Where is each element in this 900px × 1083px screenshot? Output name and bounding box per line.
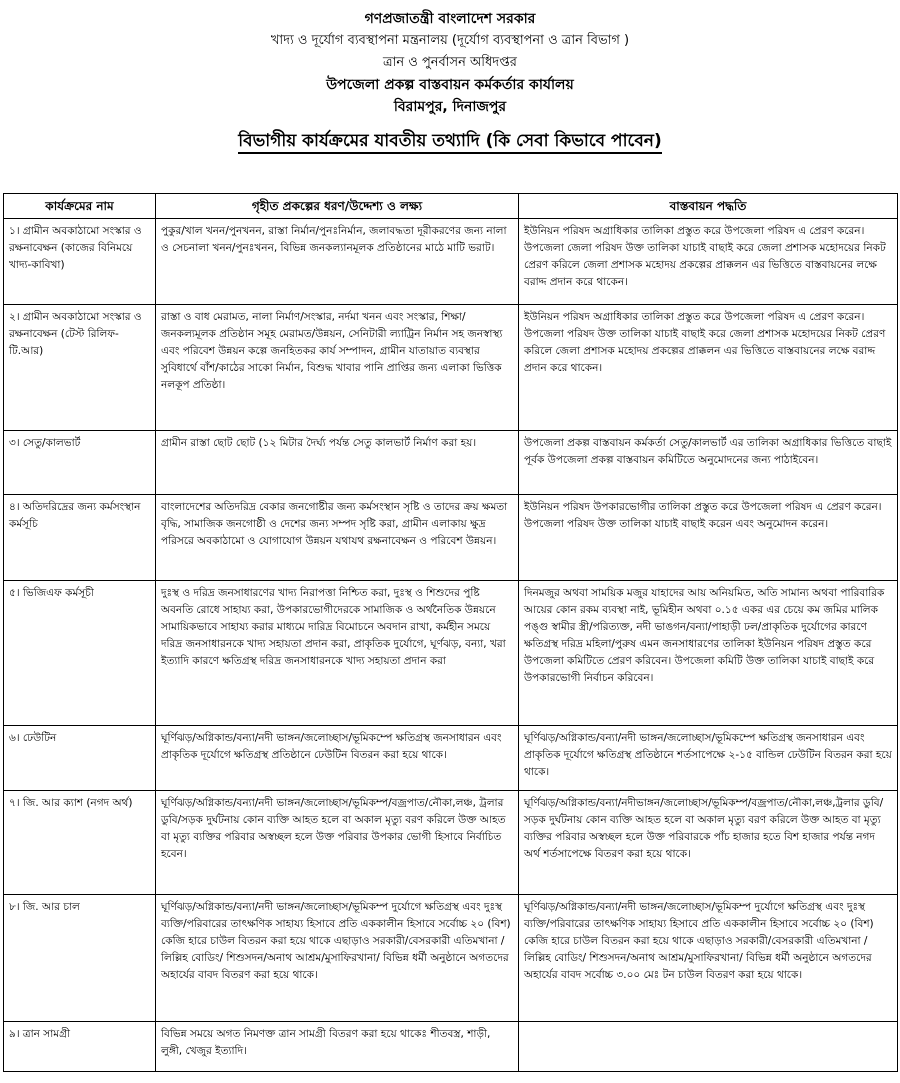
program-name-cell: ৪। অতিদরিদ্রের জন্য কর্মসংস্থান কর্মসূচি xyxy=(4,495,156,581)
column-header-method: বাস্তবায়ন পদ্ধতি xyxy=(519,194,898,219)
table-row xyxy=(4,305,898,431)
table-row xyxy=(4,431,898,495)
program-method-cell: ঘূর্ণিঝড়/অগ্নিকান্ড/বন্যা/নদী ভাঙ্গন/জলোচ্ছাস/ভূমিকম্প দুর্যোগে ক্ষতিগ্রস্থ এবং দুঃস্থ ব্যক্তি/পরিবারের তাৎক্ষণিক সাহায্য হিসাবে প্রতি এককালীন হিসাবে সর্বোচ্চ ২০ (বিশ) কেজি হারে চাউল বিতরন করা হয়ে থাকে এছাড়াও সরকারী/বেসরকারী এতিমখানা /লিল্লিহ বোডিং/ শিশুসদন/অনাথ আশ্রম/মুসাফিরখানা/ বিভিন্ন ধর্মী অনুষ্ঠানে অগতদের অহার্যের বাবদ সর্বোচ্চ ৩.০০ মেঃ টন চাউল বিতরণ করা হয়ে থাকে। xyxy=(519,895,898,1022)
table-row xyxy=(4,895,898,1022)
program-purpose-cell: ঘূর্ণিঝড়/অগ্নিকান্ড/বন্যা/নদী ভাঙ্গন/জলোচ্ছাস/ভূমিকম্প দুর্যোগে ক্ষতিগ্রস্থ এবং দুঃস্থ ব্যক্তি/পরিবারের তাৎক্ষণিক সাহায্য হিসাবে প্রতি এককালীন হিসাবে সর্বোচ্চ ২০ (বিশ) কেজি হারে চাউল বিতরন করা হয়ে থাকে এছাড়াও সরকারী/বেসরকারী এতিমখানা /লিল্লিহ বোডিং/ শিশুসদন/অনাথ আশ্রম/মুসাফিরখানা/ বিভিন্ন ধর্মী অনুষ্ঠানে অগতদের অহার্যের বাবদ বিতরণ করা হয়ে থাকে। xyxy=(156,895,519,1022)
office-location: বিরামপুর, দিনাজপুর xyxy=(393,99,507,115)
program-purpose-cell: বিভিন্ন সময়ে অগত নিমণক্ত ত্রান সামগ্রী বিতরণ করা হয়ে থাকেঃ শীতবস্ত্র, শাড়ী, লুঙ্গী, খেজুর ইত্যাদি। xyxy=(156,1022,519,1072)
document-title-wrap xyxy=(0,128,900,160)
table-row xyxy=(4,726,898,791)
column-header-name: কার্যক্রমের নাম xyxy=(4,194,156,219)
table-row xyxy=(4,1022,898,1072)
program-method-cell: ঘূর্ণিঝড়/অগ্নিকান্ড/বন্যা/নদীভাঙ্গন/জলোচ্ছাস/ভূমিকম্প/বজ্রপাত/নৌকা,লঞ্চ,ট্রলার ডুবি/সড়ক দুর্ঘটনায় কোন ব্যক্তি আহত হলে বা অকাল মৃত্যু বরণ করিলে উক্ত আহত বা মৃত্যু ব্যক্তির পরিবার অস্বচ্ছল হলে উক্ত পরিবারকে পাঁচ হাজার হতে বিশ হাজার পর্যন্ত নগদ অর্থ শর্তসাপেক্ষে বিতরণ করা হয়ে থাকে। xyxy=(519,791,898,895)
program-purpose-cell: দুঃস্থ ও দরিদ্র জনসাধারণের খাদ্য নিরাপত্তা নিশ্চিত করা, দুঃস্থ ও শিশুদের পুষ্টি অবনতি রোধে সাহায্য করা, উপকারভোগীদেরকে সামাজিক ও অর্থনৈতিক উন্নয়নে সামায়িকভাবে সাহায্য করার মাধ্যমে দারিদ্র বিমোচনে অবদান রাখা, কর্মহীন সময়ে দরিদ্র জনসাধারনকে খাদ্য সহায়তা প্রদান করা, প্রাকৃতিক দুর্যোগে, ঘূর্ণঝড়, বন্যা, খরা ইত্যাদি কারণে ক্ষতিগ্রস্থ দরিদ্র জনসাধারনকে খাদ্য সহায়তা প্রদান করা xyxy=(156,581,519,726)
program-name-cell: ৯। ত্রান সামগ্রী xyxy=(4,1022,156,1072)
program-name-cell: ২। গ্রামীন অবকাঠামো সংস্কার ও রক্ষনাবেক্ষন (টেস্ট রিলিফ-টি.আর) xyxy=(4,305,156,431)
program-purpose-cell: ঘূর্ণিঝড়/অগ্নিকান্ড/বন্যা/নদী ভাঙ্গন/জলোচ্ছাস/ভূমিকম্প/বজ্রপাত/নৌকা,লঞ্চ, ট্রলার ডুবি/সড়ক দুর্ঘটনায় কোন ব্যক্তি আহত হলে বা অকাল মৃত্যু বরণ করিলে উক্ত আহত বা মৃত্যু ব্যক্তির পরিবার অস্বচ্ছল হলে উক্ত পরিবার উপকার ভোগী হিসাবে নির্বাচিত হবেন। xyxy=(156,791,519,895)
table-row xyxy=(4,219,898,305)
services-table xyxy=(3,193,898,1072)
table-row xyxy=(4,495,898,581)
program-method-cell: দিনমজুর অথবা সাময়িক মজুর যাহাদের আয় অনিয়মিত, অতি সামান্য অথবা পারিবারিক আয়ের কোন রকম ব্যবস্থা নাই, ভূমিহীন অথবা ০.১৫ একর এর চেয়ে কম জমির মালিক পঙ্গু স্বামীর স্ত্রী/পরিত্যক্ত, নদী ভাঙগন/বন্যা/পাহাড়ী ঢল/প্রাকৃতিক দুর্যোগের কারণে ক্ষতিগ্রস্থ দরিদ্র মহিলা/পুরুষ এমন জনসাধারণের তালিকা ইউনিয়ন পরিষদ প্রস্তুত করে উপজেলা কমিটিতে প্রেরণ করিবেন। উপজেলা কমিটি উক্ত তালিকা যাচাই বাছাই করে উপকারভোগী নির্বাচন করিবেন। xyxy=(519,581,898,726)
program-name-cell: ৮। জি. আর চাল xyxy=(4,895,156,1022)
program-purpose-cell: পুকুর/খাল খনন/পুনখনন, রাস্তা নির্মান/পুনঃনির্মান, জলাবদ্ধতা দূরীকরণের জন্য নালা ও সেচনালা খনন/পুনঃখনন, বিভিন্ন জনকল্যানমূলক প্রতিষ্ঠানের মাঠে মাটি ভরাট। xyxy=(156,219,519,305)
program-method-cell: ঘূর্ণিঝড়/অগ্নিকান্ড/বন্যা/নদী ভাঙ্গন/জলোচ্ছাস/ভূমিকম্পে ক্ষতিগ্রস্থ জনসাধারন এবং প্রাকৃতিক দূর্যোগে ক্ষতিগ্রস্থ প্রতিষ্ঠানে শর্তসাপেক্ষে ২-১৫ বান্ডিল ঢেউটিন বিতরন করা হয়ে থাকে। xyxy=(519,726,898,791)
document-header xyxy=(0,0,900,118)
program-method-cell: ইউনিয়ন পরিষদ উপকারভোগীর তালিকা প্রস্তুত করে উপজেলা পরিষদ এ প্রেরণ করেন। উপজেলা পরিষদ উক্ত তালিকা যাচাই বাছাই করেন এবং অনুমোদন করেন। xyxy=(519,495,898,581)
program-method-cell: ইউনিয়ন পরিষদ অগ্রাধিকার তালিকা প্রস্তুত করে উপজেলা পরিষদ এ প্রেরণ করেন। উপজেলা পরিষদ উক্ত তালিকা যাচাই বাছাই করে জেলা প্রশাসক মহোদয়ের নিকট প্রেরণ করিলে জেলা প্রশাসক মহোদয় প্রকল্পের প্রাক্কলন এর ভিত্তিতে বাস্তবায়নের লক্ষে বরাদ্দ প্রদান করে থাকেন। xyxy=(519,305,898,431)
program-name-cell: ১। গ্রামীন অবকাঠামো সংস্কার ও রক্ষনাবেক্ষন (কাজের বিনিময়ে খাদ্য-কাবিখা) xyxy=(4,219,156,305)
program-name-cell: ৩। সেতু/কালভার্ট xyxy=(4,431,156,495)
program-name-cell: ৫। ভিজিএফ কর্মসূচী xyxy=(4,581,156,726)
program-name-cell: ৭। জি. আর ক্যাশ (নগদ অর্থ) xyxy=(4,791,156,895)
government-name: গণপ্রজাতন্ত্রী বাংলাদেশ সরকার xyxy=(364,11,536,27)
program-method-cell: উপজেলা প্রকল্প বাস্তবায়ন কর্মকর্তা সেতু/কালভার্ট এর তালিকা অগ্রাধিকার ভিত্তিতে বাছাই পূর্বক উপজেলা প্রকল্প বাস্তবায়ন কমিটিতে অনুমোদনের জন্য পাঠাইবেন। xyxy=(519,431,898,495)
table-header-row xyxy=(4,194,898,219)
program-purpose-cell: গ্রামীন রাস্তা ছোট ছোট (১২ মিটার দৈর্ঘ্য পর্যন্ত সেতু কালভার্ট নির্মাণ করা হয়। xyxy=(156,431,519,495)
document-title: বিভাগীয় কার্যক্রমের যাবতীয় তথ্যাদি (কি সেবা কিভাবে পাবেন) xyxy=(238,131,661,154)
program-name-cell: ৬। ঢেউটিন xyxy=(4,726,156,791)
program-method-cell: ইউনিয়ন পরিষদ অগ্রাধিকার তালিকা প্রস্তুত করে উপজেলা পরিষদ এ প্রেরণ করেন। উপজেলা জেলা পরিষদ উক্ত তালিকা যাচাই বাছাই করে জেলা প্রশাসক মহোদয়ের নিকট প্রেরণ করিলে জেলা প্রশাসক মহোদয় প্রকল্পের প্রাক্কলন এর ভিত্তিতে বাস্তবায়নের লক্ষে বরাদ্দ প্রদান করে থাকেন। xyxy=(519,219,898,305)
program-purpose-cell: রাস্তা ও বাধ মেরামত, নালা নির্মাণ/সংস্কার, নর্দমা খনন এবং সংস্কার, শিক্ষা/জনকল্যমূলক প্রতিষ্ঠান সমূহ মেরামত/উন্নয়ন, সেনিটারী ল্যাট্রিন নির্মান সহ জনস্বাস্থ্য এবং পরিবেশ উন্নয়ন কল্পে জনহিতকর কার্য সম্পাদন, গ্রামীন যাতায়াত ব্যবস্থার সুবিধার্থে বাঁশ/কাঠের সাকো নির্মান, বিশুদ্ধ খাবার পানি প্রাপ্তির জন্য এলাকা ভিত্তিক নলকূপ প্রতিষ্ঠা। xyxy=(156,305,519,431)
ministry-name: খাদ্য ও দূর্যোগ ব্যবস্থাপনা মন্ত্রনালয় (দূর্যোগ ব্যবস্থাপনা ও ত্রান বিভাগ ) xyxy=(270,33,630,48)
table-row xyxy=(4,581,898,726)
table-row xyxy=(4,791,898,895)
program-purpose-cell: বাংলাদেশের অতিদরিদ্র বেকার জনগোষ্টীর জন্য কর্মসংস্থান সৃষ্টি ও তাদের ক্রয় ক্ষমতা বৃদ্ধি, সামাজিক জনগোষ্ঠী ও দেশের জন্য সম্পদ সৃষ্টি করা, গ্রামীন এলাকায় ক্ষুদ্র পরিসরে অবকাঠামো ও যোগাযোগ উন্নয়ন যথাযথ রক্ষনাবেক্ষন ও পরিবেশ উন্নয়ন। xyxy=(156,495,519,581)
office-name: উপজেলা প্রকল্প বাস্তবায়ন কর্মকর্তার কার্যালয় xyxy=(326,77,574,93)
department-name: ত্রান ও পুনর্বাসন অধিদপ্তর xyxy=(383,55,517,70)
program-method-cell xyxy=(519,1022,898,1072)
program-purpose-cell: ঘূর্ণিঝড়/অগ্নিকান্ড/বন্যা/নদী ভাঙ্গন/জলোচ্ছাস/ভূমিকম্পে ক্ষতিগ্রস্থ জনসাধারন এবং প্রাকৃতিক দূর্যোগে ক্ষতিগ্রস্থ প্রতিষ্ঠানে ঢেউটিন বিতরন করা হয়ে থাকে। xyxy=(156,726,519,791)
column-header-purpose: গৃহীত প্রকল্পের ধরণ/উদ্দেশ্য ও লক্ষ্য xyxy=(156,194,519,219)
